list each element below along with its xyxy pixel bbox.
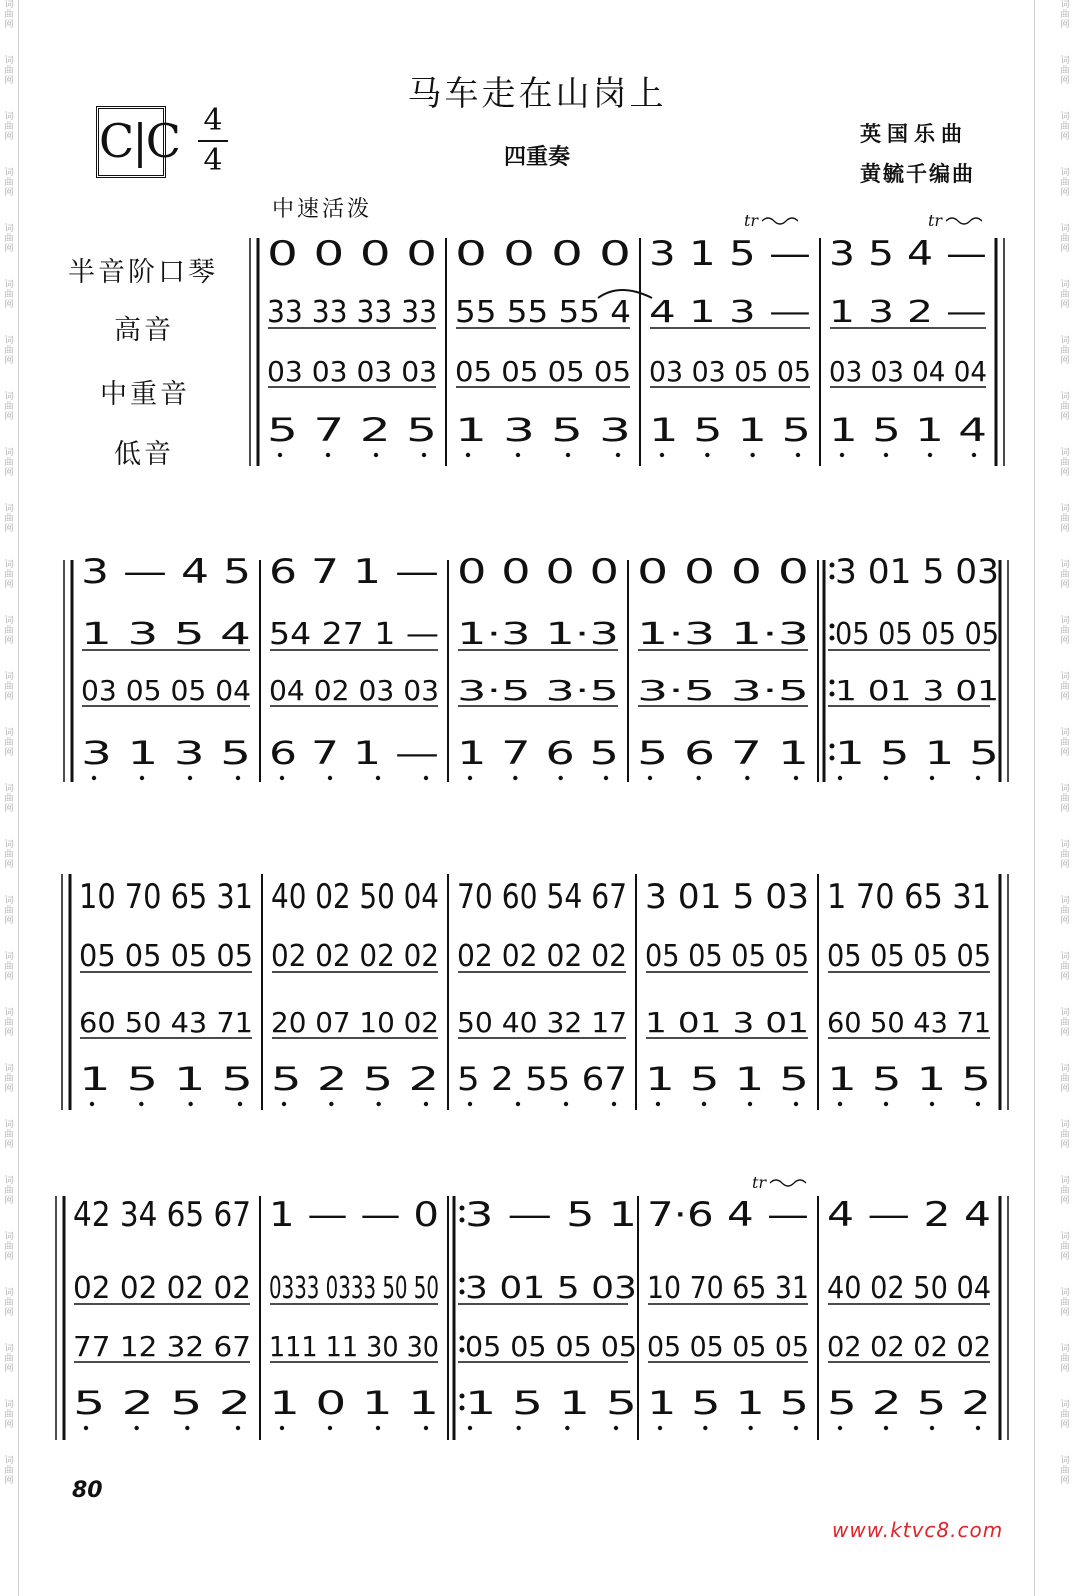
octave-dot — [558, 776, 562, 780]
octave-dot — [139, 1102, 143, 1106]
note-group: 3 01 5 03 — [465, 1271, 637, 1306]
octave-dot — [466, 453, 470, 457]
watermark-text: 词曲网 — [4, 840, 14, 870]
watermark-text: 词曲网 — [1060, 616, 1070, 646]
watermark-text: 词曲网 — [1060, 1400, 1070, 1430]
trill-wave — [946, 218, 982, 224]
origin-credit: 英国乐曲 — [860, 122, 968, 146]
note-group: 40 02 50 04 — [827, 1271, 991, 1306]
watermark-text: 词曲网 — [1060, 728, 1070, 758]
watermark-text: 词曲网 — [1060, 448, 1070, 478]
octave-dot — [972, 453, 976, 457]
note-group: 40 02 50 04 — [271, 877, 439, 917]
watermark-text: 词曲网 — [4, 728, 14, 758]
repeat-dot — [460, 1394, 465, 1399]
arranger-credit: 黄毓千编曲 — [860, 162, 975, 186]
octave-dot — [376, 1102, 380, 1106]
note-group: 03 03 03 03 — [267, 355, 437, 388]
octave-dot — [840, 453, 844, 457]
note-group: 3 — 4 5 — [81, 552, 251, 592]
note-group: 1 01 3 01 — [835, 674, 999, 707]
octave-dot — [748, 1426, 752, 1430]
note-group: 05 05 05 05 — [465, 1330, 637, 1363]
watermark-text: 词曲网 — [1060, 1232, 1070, 1262]
octave-dot — [745, 776, 749, 780]
watermark-text: 词曲网 — [4, 952, 14, 982]
octave-dot — [516, 1426, 520, 1430]
octave-dot — [794, 776, 798, 780]
key-signature: C|C — [96, 106, 166, 178]
watermark-text: 词曲网 — [1060, 336, 1070, 366]
octave-dot — [703, 1426, 707, 1430]
note-group: 0 0 0 0 — [455, 234, 631, 274]
note-group: 05 05 05 05 — [647, 1330, 809, 1363]
score-subtitle: 四重奏 — [503, 145, 570, 170]
note-group: 77 12 32 67 — [73, 1330, 251, 1363]
octave-dot — [328, 1426, 332, 1430]
note-group: 111 11 30 30 — [269, 1330, 439, 1363]
note-group: 02 02 02 02 — [457, 939, 627, 974]
octave-dot — [838, 776, 842, 780]
octave-dot — [134, 1426, 138, 1430]
watermark-text: 词曲网 — [4, 392, 14, 422]
note-group: 1 70 65 31 — [827, 877, 991, 917]
watermark-text: 词曲网 — [4, 896, 14, 926]
watermark-text: 词曲网 — [1060, 1456, 1070, 1486]
note-group: 1 01 3 01 — [645, 1006, 809, 1039]
note-group: 1 5 1 5 — [647, 1384, 809, 1422]
repeat-dot — [460, 1290, 465, 1295]
note-group: 70 60 54 67 — [457, 877, 627, 917]
octave-dot — [616, 453, 620, 457]
watermark-text: 词曲网 — [1060, 168, 1070, 198]
note-group: 3 01 5 03 — [645, 877, 809, 917]
octave-dot — [280, 1426, 284, 1430]
note-group: 3·5 3·5 — [637, 674, 809, 707]
repeat-dot — [830, 575, 835, 580]
watermark-text: 词曲网 — [4, 1400, 14, 1430]
note-group: 54 27 1 — — [269, 617, 439, 652]
repeat-dot — [460, 1336, 465, 1341]
octave-dot — [658, 1426, 662, 1430]
repeat-dot — [830, 756, 835, 761]
note-group: 03 05 05 04 — [81, 674, 251, 707]
watermark-text: 词曲网 — [1060, 1176, 1070, 1206]
note-group: 1 5 1 5 — [835, 734, 999, 772]
octave-dot — [513, 776, 517, 780]
watermark-text: 词曲网 — [1060, 672, 1070, 702]
octave-dot — [656, 1102, 660, 1106]
time-signature-bottom: 4 — [203, 143, 223, 178]
note-group: 20 07 10 02 — [271, 1006, 439, 1039]
note-group: 1 3 5 3 — [455, 411, 631, 449]
note-group: 5 6 7 1 — [637, 734, 809, 772]
watermark-text: 词曲网 — [1060, 0, 1070, 30]
octave-dot — [376, 1426, 380, 1430]
watermark-text: 词曲网 — [4, 672, 14, 702]
score-title: 马车走在山岗上 — [407, 74, 667, 114]
note-group: 1 0 1 1 — [269, 1384, 439, 1422]
note-group: 1 3 2 — — [829, 295, 987, 330]
note-group: 3 1 3 5 — [81, 734, 251, 772]
time-signature-top: 4 — [203, 103, 223, 138]
octave-dot — [280, 776, 284, 780]
note-group: 7·6 4 — — [647, 1195, 809, 1235]
note-group: 1 5 1 5 — [827, 1060, 991, 1098]
octave-dot — [282, 1102, 286, 1106]
note-group: 3 — 5 1 — [465, 1195, 637, 1235]
note-group: 1 — — 0 — [269, 1195, 439, 1235]
note-group: 3·5 3·5 — [457, 674, 619, 707]
octave-dot — [884, 1102, 888, 1106]
watermark-text: 词曲网 — [1060, 1064, 1070, 1094]
note-group: 10 70 65 31 — [647, 1271, 809, 1306]
octave-dot — [188, 1102, 192, 1106]
repeat-dot — [830, 563, 835, 568]
watermark-text: 词曲网 — [4, 336, 14, 366]
note-group: 05 05 05 05 — [827, 939, 991, 974]
note-group: 02 02 02 02 — [73, 1271, 251, 1306]
repeat-dot — [830, 636, 835, 641]
watermark-text: 词曲网 — [1060, 56, 1070, 86]
watermark-text: 词曲网 — [4, 1064, 14, 1094]
octave-dot — [648, 776, 652, 780]
note-group: 5 2 5 2 — [73, 1384, 251, 1422]
site-watermark: www.ktvc8.com — [832, 1518, 1004, 1542]
octave-dot — [236, 1426, 240, 1430]
note-group: 60 50 43 71 — [827, 1006, 991, 1039]
watermark-text: 词曲网 — [4, 1344, 14, 1374]
watermark-text: 词曲网 — [1060, 896, 1070, 926]
octave-dot — [976, 1102, 980, 1106]
octave-dot — [838, 1102, 842, 1106]
watermark-text: 词曲网 — [4, 56, 14, 86]
octave-dot — [566, 453, 570, 457]
watermark-text: 词曲网 — [1060, 840, 1070, 870]
note-group: 50 40 32 17 — [457, 1006, 627, 1039]
watermark-text: 词曲网 — [1060, 1120, 1070, 1150]
octave-dot — [424, 776, 428, 780]
note-group: 33 33 33 33 — [267, 295, 437, 330]
note-group: 05 05 05 05 — [79, 939, 253, 974]
octave-dot — [188, 776, 192, 780]
octave-dot — [278, 453, 282, 457]
note-group: 55 55 55 4 — [455, 295, 631, 330]
repeat-dot — [830, 692, 835, 697]
note-group: 1 5 1 5 — [649, 411, 811, 449]
octave-dot — [516, 1102, 520, 1106]
octave-dot — [930, 1426, 934, 1430]
note-group: 02 02 02 02 — [827, 1330, 991, 1363]
note-group: 05 05 05 05 — [835, 617, 999, 652]
octave-dot — [516, 453, 520, 457]
note-group: 60 50 43 71 — [79, 1006, 253, 1039]
note-group: 42 34 65 67 — [73, 1195, 251, 1235]
octave-dot — [702, 1102, 706, 1106]
note-group: 05 05 05 05 — [455, 355, 631, 388]
note-group: 04 02 03 03 — [269, 674, 439, 707]
trill-wave — [762, 218, 798, 224]
octave-dot — [326, 453, 330, 457]
watermark-text: 词曲网 — [1060, 280, 1070, 310]
note-group: 5 2 5 2 — [271, 1060, 439, 1098]
octave-dot — [90, 1102, 94, 1106]
octave-dot — [705, 453, 709, 457]
repeat-dot — [460, 1278, 465, 1283]
repeat-dot — [460, 1348, 465, 1353]
watermark-text: 词曲网 — [4, 168, 14, 198]
watermark-text: 词曲网 — [1060, 504, 1070, 534]
watermark-text: 词曲网 — [1060, 1008, 1070, 1038]
part-label-tenor: 中重音 — [100, 379, 190, 410]
note-group: 1 5 1 4 — [829, 411, 987, 449]
watermark-text: 词曲网 — [1060, 392, 1070, 422]
note-group: 1 5 1 5 — [465, 1384, 637, 1422]
watermark-text: 词曲网 — [1060, 224, 1070, 254]
note-group: 10 70 65 31 — [79, 877, 253, 917]
watermark-text: 词曲网 — [4, 504, 14, 534]
watermark-text: 词曲网 — [4, 1176, 14, 1206]
note-group: 1 3 5 4 — [81, 617, 251, 652]
octave-dot — [748, 1102, 752, 1106]
octave-dot — [185, 1426, 189, 1430]
watermark-text: 词曲网 — [4, 448, 14, 478]
octave-dot — [884, 1426, 888, 1430]
trill-mark: tr — [752, 1173, 767, 1192]
note-group: 6 7 1 — — [269, 552, 439, 592]
note-group: 3 1 5 — — [649, 234, 811, 274]
watermark-text: 词曲网 — [4, 224, 14, 254]
watermark-text: 词曲网 — [1060, 784, 1070, 814]
octave-dot — [794, 1102, 798, 1106]
octave-dot — [660, 453, 664, 457]
watermark-text: 词曲网 — [4, 784, 14, 814]
repeat-dot — [460, 1206, 465, 1211]
note-group: 03 03 05 05 — [649, 355, 811, 388]
octave-dot — [884, 776, 888, 780]
octave-dot — [612, 1102, 616, 1106]
note-group: 6 7 1 — — [269, 734, 439, 772]
repeat-dot — [460, 1218, 465, 1223]
note-group: 1 5 1 5 — [645, 1060, 809, 1098]
octave-dot — [140, 776, 144, 780]
octave-dot — [329, 1102, 333, 1106]
watermark-text: 词曲网 — [4, 1120, 14, 1150]
octave-dot — [236, 776, 240, 780]
watermark-text: 词曲网 — [1060, 1344, 1070, 1374]
trill-mark: tr — [928, 211, 943, 230]
octave-dot — [468, 1102, 472, 1106]
repeat-dot — [460, 1406, 465, 1411]
note-group: 0 0 0 0 — [267, 234, 437, 274]
note-group: 02 02 02 02 — [271, 939, 439, 974]
watermark-text: 词曲网 — [4, 1456, 14, 1486]
watermark-text: 词曲网 — [4, 0, 14, 30]
note-group: 5 7 2 5 — [267, 411, 437, 449]
octave-dot — [376, 776, 380, 780]
note-group: 03 03 04 04 — [829, 355, 987, 388]
octave-dot — [838, 1426, 842, 1430]
note-group: 1·3 1·3 — [457, 617, 619, 652]
note-group: 0 0 0 0 — [637, 552, 809, 592]
octave-dot — [930, 1102, 934, 1106]
trill-wave — [770, 1180, 806, 1186]
tempo-marking: 中速活泼 — [272, 197, 373, 222]
page-number: 80 — [72, 1478, 103, 1503]
watermark-text: 词曲网 — [1060, 112, 1070, 142]
note-group: 3 5 4 — — [829, 234, 987, 274]
watermark-text: 词曲网 — [4, 280, 14, 310]
part-label-soprano: 高音 — [114, 315, 174, 346]
watermark-text: 词曲网 — [1060, 560, 1070, 590]
octave-dot — [604, 776, 608, 780]
watermark-text: 词曲网 — [4, 112, 14, 142]
octave-dot — [976, 776, 980, 780]
note-group: 5 2 5 2 — [827, 1384, 991, 1422]
octave-dot — [468, 776, 472, 780]
octave-dot — [696, 776, 700, 780]
octave-dot — [374, 453, 378, 457]
repeat-dot — [830, 744, 835, 749]
watermark-text: 词曲网 — [4, 1288, 14, 1318]
note-group: 5 2 55 67 — [457, 1060, 627, 1098]
trill-mark: tr — [744, 211, 759, 230]
note-group: 1 7 6 5 — [457, 734, 619, 772]
octave-dot — [930, 776, 934, 780]
watermark-text: 词曲网 — [1060, 952, 1070, 982]
octave-dot — [422, 453, 426, 457]
note-group: 0 0 0 0 — [457, 552, 619, 592]
octave-dot — [796, 453, 800, 457]
repeat-dot — [830, 624, 835, 629]
note-group: 4 1 3 — — [649, 295, 811, 330]
watermark-text: 词曲网 — [4, 560, 14, 590]
octave-dot — [92, 776, 96, 780]
part-label-bass: 低音 — [114, 439, 174, 470]
octave-dot — [328, 776, 332, 780]
watermark-text: 词曲网 — [1060, 1288, 1070, 1318]
watermark-text: 词曲网 — [4, 616, 14, 646]
part-label-harmonica: 半音阶口琴 — [68, 257, 218, 288]
octave-dot — [614, 1426, 618, 1430]
octave-dot — [976, 1426, 980, 1430]
octave-dot — [424, 1102, 428, 1106]
repeat-dot — [830, 680, 835, 685]
note-group: 3 01 5 03 — [835, 552, 999, 592]
watermark-text: 词曲网 — [4, 1008, 14, 1038]
note-group: 0333 0333 50 50 — [269, 1271, 439, 1306]
note-group: 1 5 1 5 — [79, 1060, 253, 1098]
octave-dot — [750, 453, 754, 457]
octave-dot — [424, 1426, 428, 1430]
note-group: 1·3 1·3 — [637, 617, 809, 652]
octave-dot — [565, 1426, 569, 1430]
octave-dot — [84, 1426, 88, 1430]
octave-dot — [238, 1102, 242, 1106]
note-group: 4 — 2 4 — [827, 1195, 991, 1235]
octave-dot — [884, 453, 888, 457]
octave-dot — [794, 1426, 798, 1430]
octave-dot — [928, 453, 932, 457]
octave-dot — [564, 1102, 568, 1106]
watermark-text: 词曲网 — [4, 1232, 14, 1262]
octave-dot — [468, 1426, 472, 1430]
note-group: 05 05 05 05 — [645, 939, 809, 974]
